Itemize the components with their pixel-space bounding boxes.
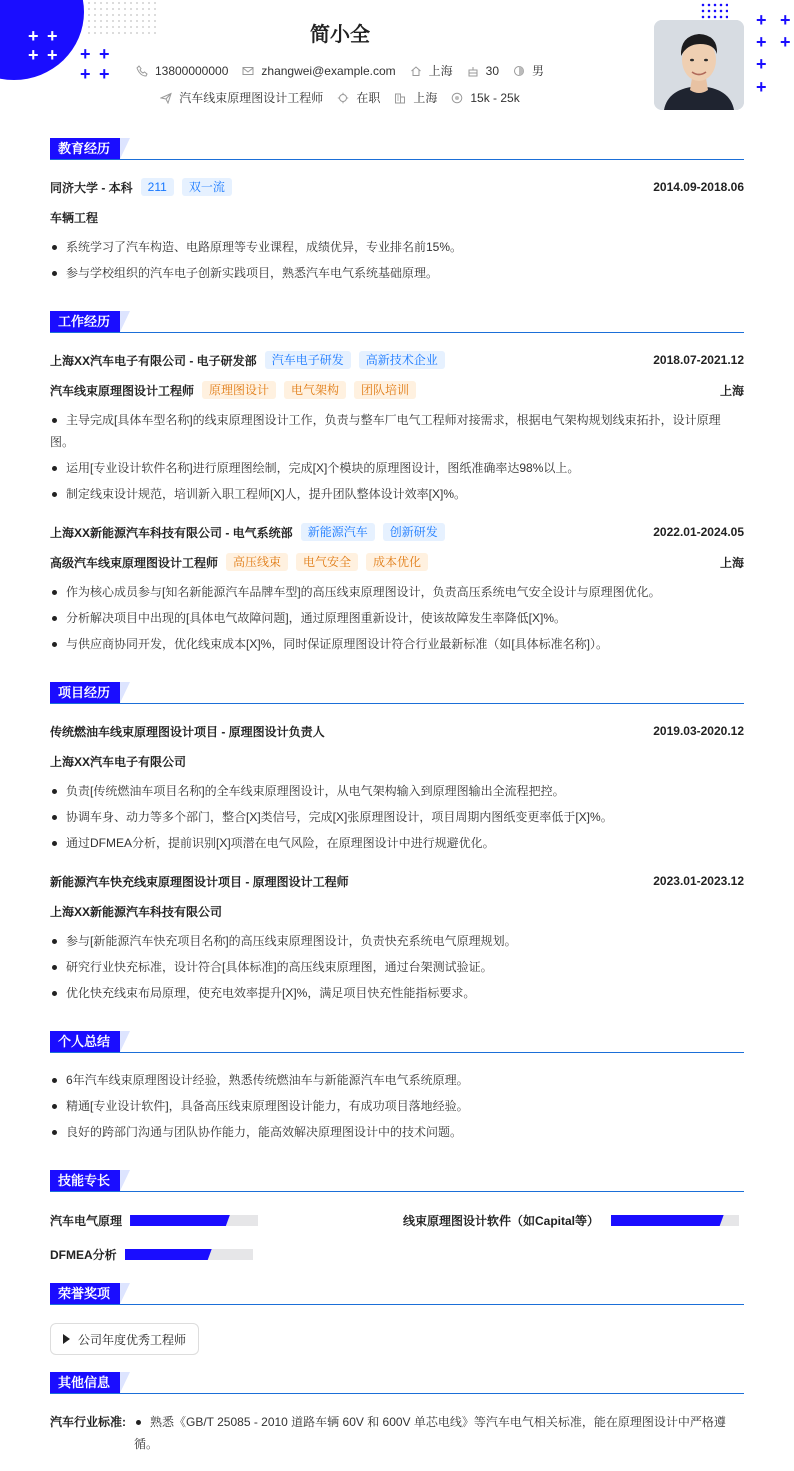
company-tag: 创新研发 [383,523,445,541]
list-item-continuation: 循。 [134,1437,159,1451]
plus-decoration: + [80,64,91,84]
skill-bar-fill [130,1215,230,1226]
section-header [50,682,744,704]
job-tag: 团队培训 [354,381,416,399]
plus-decoration: + [99,64,110,84]
honors-section [50,1283,744,1363]
triangle-right-icon [63,1334,70,1344]
job-tag: 成本优化 [366,553,428,571]
plus-decoration: + [780,32,791,52]
projects-section [50,682,744,1012]
school-tag: 双一流 [182,178,232,196]
skill-item [50,1246,253,1263]
job-title: 汽车线束原理图设计工程师 [50,383,195,398]
work-location: 上海 [719,555,744,570]
skill-bar-fill [125,1249,212,1260]
list-item: 系统学习了汽车构造、电路原理等专业课程，成绩优异，专业排名前15%。 [50,236,744,258]
company-tag: 新能源汽车 [301,523,375,541]
project-period: 2023.01-2023.12 [653,874,744,888]
project-name-row [50,871,744,891]
plus-decoration: + [80,44,91,64]
section-title: 项目经历 [50,682,120,703]
education-school-row [50,177,744,197]
section-header [50,1170,744,1192]
work-title-row [50,552,744,572]
plus-decoration: + [47,45,58,65]
work-period: 2022.01-2024.05 [653,525,744,539]
company-tag: 高新技术企业 [359,351,445,369]
section-header [50,311,744,333]
plus-decoration: + [756,32,767,52]
position-text: 汽车线束原理图设计工程师 [179,91,324,105]
home-icon [410,65,422,77]
list-item: 良好的跨部门沟通与团队协作能力，能高效解决原理图设计中的技术问题。 [50,1121,744,1143]
skill-name: 汽车电气原理 [50,1214,123,1228]
list-item: 优化快充线束布局原理，使充电效率提升[X]%，满足项目快充性能指标要求。 [50,982,744,1004]
job-tag: 原理图设计 [202,381,276,399]
section-header [50,1372,744,1394]
list-item: 参与学校组织的汽车电子创新实践项目，熟悉汽车电气系统基础原理。 [50,262,744,284]
major-name: 车辆工程 [50,210,99,225]
project-name-row [50,721,744,741]
target-city-text: 上海 [413,91,438,105]
work-title-row [50,380,744,400]
project-company-row [50,751,744,771]
skill-item [50,1212,258,1229]
list-item-continuation: 图。 [50,435,75,449]
list-item: 负责[传统燃油车项目名称]的全车线束原理图设计，从电气架构输入到原理图输出全流程把控。 [50,780,744,802]
education-major-row [50,207,744,227]
award-name: 公司年度优秀工程师 [78,1332,187,1347]
salary-item [451,91,519,105]
section-header [50,138,744,160]
list-item: 通过DFMEA分析，提前识别[X]项潜在电气风险，在原理图设计中进行规避优化。 [50,832,744,854]
skill-bar [611,1215,739,1226]
send-icon [160,92,172,104]
school-tag: 211 [141,178,174,196]
list-item: 6年汽车线束原理图设计经验，熟悉传统燃油车与新能源汽车电气系统原理。 [50,1069,744,1091]
plus-decoration: + [780,10,791,30]
other-label: 汽车行业标准: [50,1415,126,1429]
section-title: 教育经历 [50,138,120,159]
gender-item [513,62,544,79]
job-tag: 电气架构 [284,381,346,399]
project-period: 2019.03-2020.12 [653,724,744,738]
section-title: 其他信息 [50,1372,120,1393]
list-item: 熟悉《GB/T 25085 - 2010 道路车辆 60V 和 600V 单芯电线》等汽车电气相关标准，能在原理图设计中严格遵 [134,1411,744,1433]
email-icon [242,65,254,77]
salary-text: 15k - 25k [470,90,520,105]
award-item[interactable] [50,1323,199,1355]
summary-section [50,1031,744,1151]
list-item: 与供应商协同开发，优化线束成本[X]%，同时保证原理图设计符合行业最新标准（如[具体标准名称]）。 [50,633,744,655]
skill-item [403,1212,739,1229]
position-item [160,89,323,106]
project-company: 上海XX新能源汽车科技有限公司 [50,904,223,919]
company-tag: 汽车电子研发 [265,351,351,369]
education-section [50,138,744,298]
list-item: 精通[专业设计软件]，具备高压线束原理图设计能力，有成功项目落地经验。 [50,1095,744,1117]
skill-name: 线束原理图设计软件（如Capital等） [403,1214,600,1228]
work-company-row [50,522,744,542]
project-company: 上海XX汽车电子有限公司 [50,754,187,769]
plus-decoration: + [756,10,767,30]
profile-photo [654,20,744,110]
candidate-name: 简小全 [310,24,370,46]
phone-text: 13800000000 [154,63,229,78]
skills-section [50,1170,744,1270]
phone-icon [136,65,148,77]
avatar-portrait [654,20,744,110]
project-company-row [50,901,744,921]
list-item: 作为核心成员参与[知名新能源汽车品牌车型]的高压线束原理图设计，负责高压系统电气安全设计与原理图优化。 [50,581,744,603]
email-item [242,64,395,78]
work-company-row [50,350,744,370]
status-text: 在职 [356,91,381,105]
plus-decoration: + [756,77,767,97]
building-icon [394,92,406,104]
contact-row [0,62,680,79]
skill-bar-fill [611,1215,724,1226]
city-text: 上海 [428,64,453,78]
status-item [337,89,380,106]
list-item: 制定线束设计规范，培训新入职工程师[X]人，提升团队整体设计效率[X]%。 [50,483,744,505]
job-title: 高级汽车线束原理图设计工程师 [50,555,219,570]
skill-bar [125,1249,253,1260]
gender-icon [513,65,525,77]
skill-bar [130,1215,258,1226]
job-intent-row [0,89,680,106]
skill-name: DFMEA分析 [50,1248,117,1262]
plus-decoration: + [28,45,39,65]
plus-decoration: + [756,54,767,74]
list-item: 研究行业快充标准，设计符合[具体标准]的高压线束原理图，通过台架测试验证。 [50,956,744,978]
work-period: 2018.07-2021.12 [653,353,744,367]
job-tag: 高压线束 [226,553,288,571]
list-item: 分析解决项目中出现的[具体电气故障问题]，通过原理图重新设计，使该故障发生率降低[X]%。 [50,607,744,629]
section-header [50,1283,744,1305]
list-item: 协调车身、动力等多个部门，整合[X]类信号，完成[X]张原理图设计，项目周期内图纸变更率低于[X]%。 [50,806,744,828]
phone-item [136,64,228,78]
company-name: 上海XX新能源汽车科技有限公司 - 电气系统部 [50,525,293,540]
other-section [50,1372,744,1462]
section-title: 荣誉奖项 [50,1283,120,1304]
target-city-item [394,89,437,106]
section-header [50,1031,744,1053]
plus-decoration: + [99,44,110,64]
gender-text: 男 [532,64,545,78]
work-section [50,311,744,661]
job-tag: 电气安全 [296,553,358,571]
money-icon [451,92,463,104]
work-location: 上海 [719,383,744,398]
email-text: zhangwei@example.com [261,63,396,78]
section-title: 个人总结 [50,1031,120,1052]
plus-decoration: + [47,26,58,46]
project-name: 新能源汽车快充线束原理图设计项目 - 原理图设计工程师 [50,874,349,889]
section-title: 技能专长 [50,1170,120,1191]
list-item: 参与[新能源汽车快充项目名称]的高压线束原理图设计，负责快充系统电气原理规划。 [50,930,744,952]
school-name: 同济大学 - 本科 [50,180,133,195]
list-item: 运用[专业设计软件名称]进行原理图绘制，完成[X]个模块的原理图设计，图纸准确率达98%以上。 [50,457,744,479]
age-item [467,64,499,78]
plus-decoration: + [28,26,39,46]
age-icon [467,65,479,77]
education-period: 2014.09-2018.06 [653,180,744,194]
list-item: 主导完成[具体车型名称]的线束原理图设计工作，负责与整车厂电气工程师对接需求，根据电气架构规划线束拓扑，设计原理 [50,409,744,431]
company-name: 上海XX汽车电子有限公司 - 电子研发部 [50,353,257,368]
age-text: 30 [485,63,500,78]
section-title: 工作经历 [50,311,120,332]
project-name: 传统燃油车线束原理图设计项目 - 原理图设计负责人 [50,724,325,739]
city-item [410,62,453,79]
status-icon [337,92,349,104]
